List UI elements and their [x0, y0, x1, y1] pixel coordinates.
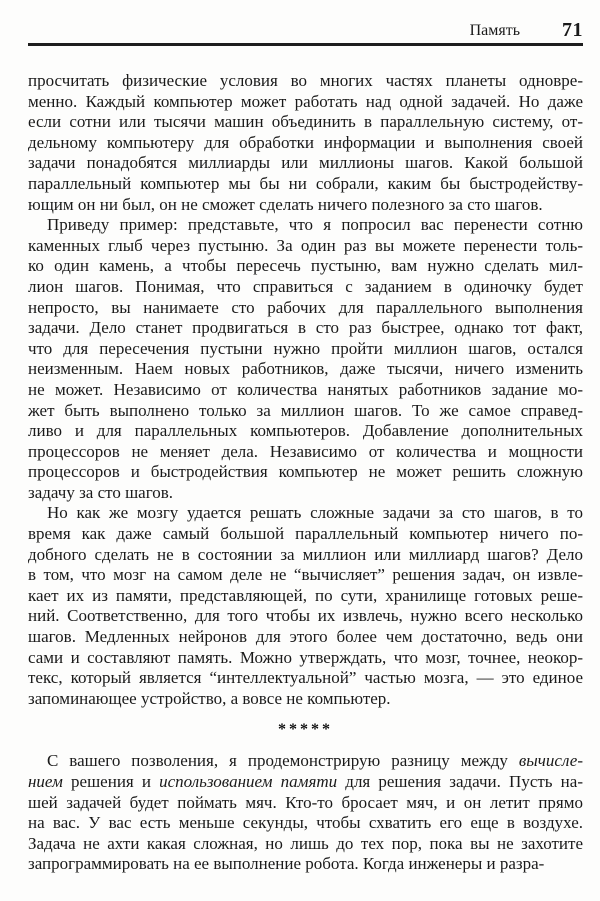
text-line: [28, 772, 583, 793]
text-line: каменных глыб через пустыню. За один раз вы можете перенести толь-: [28, 235, 583, 255]
text-line: ний. Соответственно, для того чтобы их извлечь, нужно всего несколько: [28, 606, 583, 626]
text-line: ко один камень, а чтобы пересечь пустыню, вам нужно сделать мил-: [28, 256, 583, 276]
section-separator: *****: [278, 721, 333, 739]
text-line: запрограммировать на ее выполнение робота. Когда инженеры и разра-: [28, 854, 545, 874]
text-line: процессоров не меняет дела. Независимо от количества и мощности: [28, 441, 583, 461]
text-line: кает их из памяти, представляющей, по сути, хранилище готовых реше-: [28, 585, 583, 605]
page-header: [28, 0, 583, 43]
paragraph: [28, 503, 583, 709]
italic-text: нием: [28, 772, 63, 791]
text-line: что для пересечения пустыни нужно пройти миллион шагов, остался: [28, 338, 583, 358]
text-line: менно. Каждый компьютер может работать над одной задачей. Но даже: [28, 91, 583, 111]
text-segment: для решения задачи. Пусть на-: [337, 772, 583, 791]
text-line: добного сделать не в состоянии за миллион или миллиард шагов? Дело: [28, 544, 583, 564]
text-segment: решения и: [62, 772, 160, 791]
text-line: непросто, вы нанимаете сто рабочих для параллельного выполнения: [28, 297, 583, 317]
text-segment: С вашего позволения, я продемонстрирую разницу между: [47, 751, 519, 771]
text-line: параллельный компьютер мы бы ни собрали, каким бы быстродейству-: [28, 173, 583, 193]
text-line: Приведу пример: представьте, что я попросил вас перенести сотню: [47, 215, 583, 235]
text-line: Задача не ахти какая сложная, но лишь до тех пор, пока вы не захотите: [28, 833, 583, 853]
text-line: ющим он ни был, он не сможет сделать ничего полезного за сто шагов.: [28, 194, 543, 214]
text-line: дельному компьютеру для обработки информации и выполнения своей: [28, 132, 583, 152]
text-line: задачи. Дело станет продвигаться в сто раз быстрее, однако тот факт,: [28, 318, 583, 338]
chapter-title: Память: [469, 22, 520, 39]
paragraph: [28, 71, 583, 215]
text-line: лион шагов. Понимая, что справиться с заданием в одиночку будет: [28, 276, 583, 296]
text-line: сами и составляют память. Можно утверждать, что мозг, точнее, неокор-: [28, 647, 583, 667]
text-line: Но как же мозгу удается решать сложные задачи за сто шагов, в то: [47, 503, 583, 523]
body-text: [28, 46, 583, 875]
page-number: 71: [562, 19, 583, 41]
text-line: задачу за сто шагов.: [28, 482, 174, 502]
text-line: в том, что мозг на самом деле не “вычисляет” решения задач, он извле-: [28, 565, 583, 585]
text-line: ливо и для параллельных компьютеров. Добавление дополнительных: [28, 421, 583, 441]
text-line: [28, 751, 583, 772]
italic-text: вычисле-: [518, 751, 583, 771]
text-line: шей задачей будет поймать мяч. Кто-то бросает мяч, и он летит прямо: [28, 792, 583, 812]
text-line: шагов. Медленных нейронов для этого более чем достаточно, ведь они: [28, 627, 583, 647]
paragraph: [28, 215, 583, 503]
text-line: жет быть выполнено только за миллион шагов. То же самое справед-: [28, 400, 583, 420]
text-line: задачи понадобятся миллиарды или миллионы шагов. Какой большой: [28, 153, 583, 173]
text-line: на вас. У вас есть меньше секунды, чтобы схватить его еще в воздухе.: [28, 813, 583, 833]
text-line: запоминающее устройство, а вовсе не компьютер.: [28, 688, 391, 708]
text-line: неизменным. Наем новых работников, даже тысячи, ничего изменить: [28, 359, 583, 379]
text-line: просчитать физические условия во многих частях планеты одновре-: [28, 71, 583, 90]
text-line: текс, который является “интеллектуальной” частью мозга, — это единое: [28, 668, 583, 688]
text-line: если сотни или тысячи машин объединить в параллельную систему, от-: [28, 112, 583, 132]
text-line: не может. Независимо от количества нанятых работников задание мо-: [28, 379, 583, 399]
text-line: процессоров и быстродействия компьютер не может решить сложную: [28, 462, 583, 482]
italic-text: использованием памяти: [159, 772, 338, 791]
paragraph: [28, 751, 583, 875]
text-line: время как даже самый большой параллельный компьютер ничего по-: [28, 524, 583, 544]
